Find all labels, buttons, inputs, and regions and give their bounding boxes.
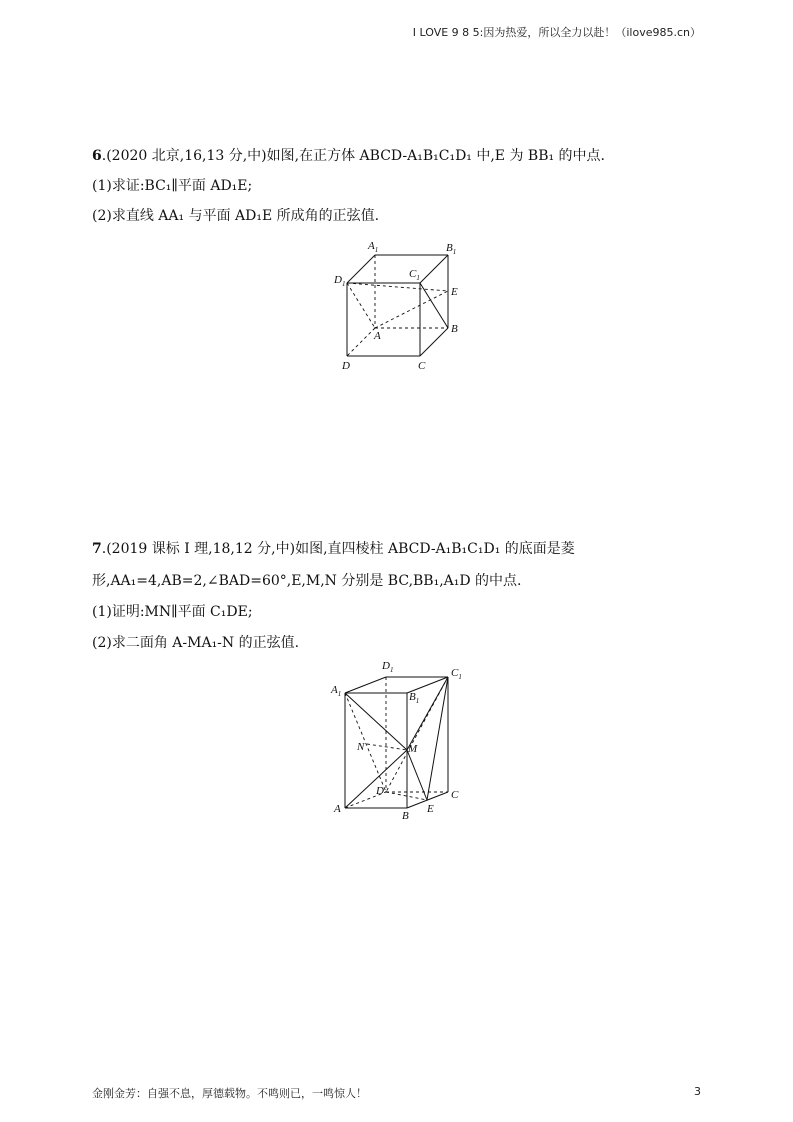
svg-text:D1: $D_1$ bbox=[334, 274, 346, 288]
problem-7-stem-line1 bbox=[92, 539, 701, 559]
problem-7-part2: (2)求二面角 A-MA₁-N 的正弦值. bbox=[92, 635, 300, 651]
svg-text:A1: $A_1$ bbox=[331, 684, 342, 698]
problem-7-number: 7 bbox=[92, 541, 102, 557]
problem-7-part1: (1)证明:MN∥平面 C₁DE; bbox=[92, 604, 253, 620]
footer-motto: 金刚金芳：自强不息，厚德载物。不鸣则已，一鸣惊人！ bbox=[92, 1087, 367, 1100]
svg-text:C: C bbox=[418, 360, 426, 372]
svg-text:A: A bbox=[374, 330, 381, 342]
page-header: I LOVE 9 8 5:因为热爱，所以全力以赴！（ilove985.cn） bbox=[412, 26, 701, 39]
svg-text:E: E bbox=[427, 803, 434, 815]
svg-text:B1: $B_1$ bbox=[446, 242, 457, 256]
svg-text:E: E bbox=[451, 286, 458, 298]
problem-6-part1: (1)求证:BC₁∥平面 AD₁E; bbox=[92, 178, 253, 194]
svg-text:D: D bbox=[342, 360, 350, 372]
problem-7-prism-figure bbox=[330, 660, 470, 824]
svg-text:B: B bbox=[451, 323, 458, 335]
problem-6-number: 6 bbox=[92, 148, 102, 164]
svg-text:D1: $D_1$ bbox=[382, 660, 394, 674]
svg-text:A: A bbox=[334, 803, 341, 815]
problem-7-stem-line2: 形,AA₁=4,AB=2,∠BAD=60°,E,M,N 分别是 BC,BB₁,A₁D 的中点. bbox=[92, 573, 522, 589]
svg-text:B: B bbox=[402, 810, 409, 822]
page-number: 3 bbox=[694, 1085, 701, 1098]
svg-text:D: D bbox=[376, 785, 384, 797]
problem-7-stem-text1: .(2019 课标 I 理,18,12 分,中)如图,直四棱柱 ABCD-A₁B₁C₁D₁ 的底面是菱 bbox=[101, 541, 575, 557]
problem-6-part2: (2)求直线 AA₁ 与平面 AD₁E 所成角的正弦值. bbox=[92, 208, 380, 224]
svg-text:N: N bbox=[357, 741, 365, 753]
svg-text:M: M bbox=[408, 743, 418, 755]
problem-6-stem bbox=[92, 146, 701, 166]
svg-text:B1: $B_1$ bbox=[409, 691, 420, 705]
problem-6-cube-figure bbox=[330, 238, 470, 377]
problem-6-stem-text: .(2020 北京,16,13 分,中)如图,在正方体 ABCD-A₁B₁C₁D₁ 中,E 为 BB₁ 的中点. bbox=[101, 148, 606, 164]
svg-text:C: C bbox=[451, 789, 459, 801]
svg-text:A1: $A_1$ bbox=[368, 240, 379, 254]
svg-text:C1: $C_1$ bbox=[409, 268, 420, 282]
svg-text:C1: $C_1$ bbox=[451, 667, 462, 681]
